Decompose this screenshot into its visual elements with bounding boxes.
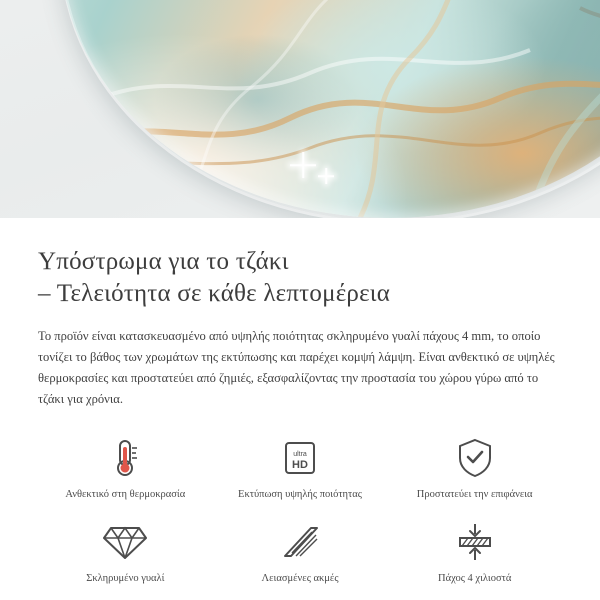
feature-grid	[38, 432, 562, 594]
feature-item	[38, 516, 213, 594]
svg-text:HD: HD	[292, 459, 308, 471]
svg-text:ultra: ultra	[293, 451, 307, 458]
thermometer-icon	[105, 436, 145, 480]
thickness-icon	[453, 520, 497, 564]
diamond-icon	[102, 520, 148, 564]
marble-veins-decoration	[60, 0, 600, 218]
page-title	[38, 246, 562, 310]
polished-edges-icon	[279, 520, 321, 564]
ultra-hd-icon	[278, 436, 322, 480]
feature-item	[38, 432, 213, 510]
feature-label: Προστατεύει την επιφάνεια	[416, 489, 533, 500]
feature-item	[213, 432, 388, 510]
description-paragraph: Το προϊόν είναι κατασκευασμένο από υψηλής ποιότητας σκληρυμένο γυαλί πάχους 4 mm, το οποίο τονίζει το βάθος των χρωμάτων της εκτύπωσης και παρέχει κομψή λάμψη. Είναι ανθεκτικό σε υψηλές θερμοκρασίες και προστατεύει από ζημιές, εξασφαλίζοντας την προστασία του χώρου γύρω από το τζάκι για χρόνια.	[38, 329, 555, 406]
headline-line-1: Υπόστρωμα για το τζάκι	[38, 248, 289, 275]
feature-item	[387, 432, 562, 510]
feature-label: Ανθεκτικό στη θερμοκρασία	[65, 489, 186, 500]
feature-label: Εκτύπωση υψηλής ποιότητας	[238, 489, 362, 500]
feature-item	[387, 516, 562, 594]
hero-image	[0, 0, 600, 218]
feature-item	[213, 516, 388, 594]
headline-line-2: – Τελειότητα σε κάθε λεπτομέρεια	[38, 280, 391, 307]
shield-check-icon	[454, 436, 496, 480]
feature-label: Σκληρυμένο γυαλί	[86, 573, 165, 584]
feature-label: Λειασμένες ακμές	[261, 573, 339, 584]
content-area	[0, 218, 600, 594]
glass-disc-product	[60, 0, 600, 218]
feature-label: Πάχος 4 χιλιοστά	[438, 573, 512, 584]
